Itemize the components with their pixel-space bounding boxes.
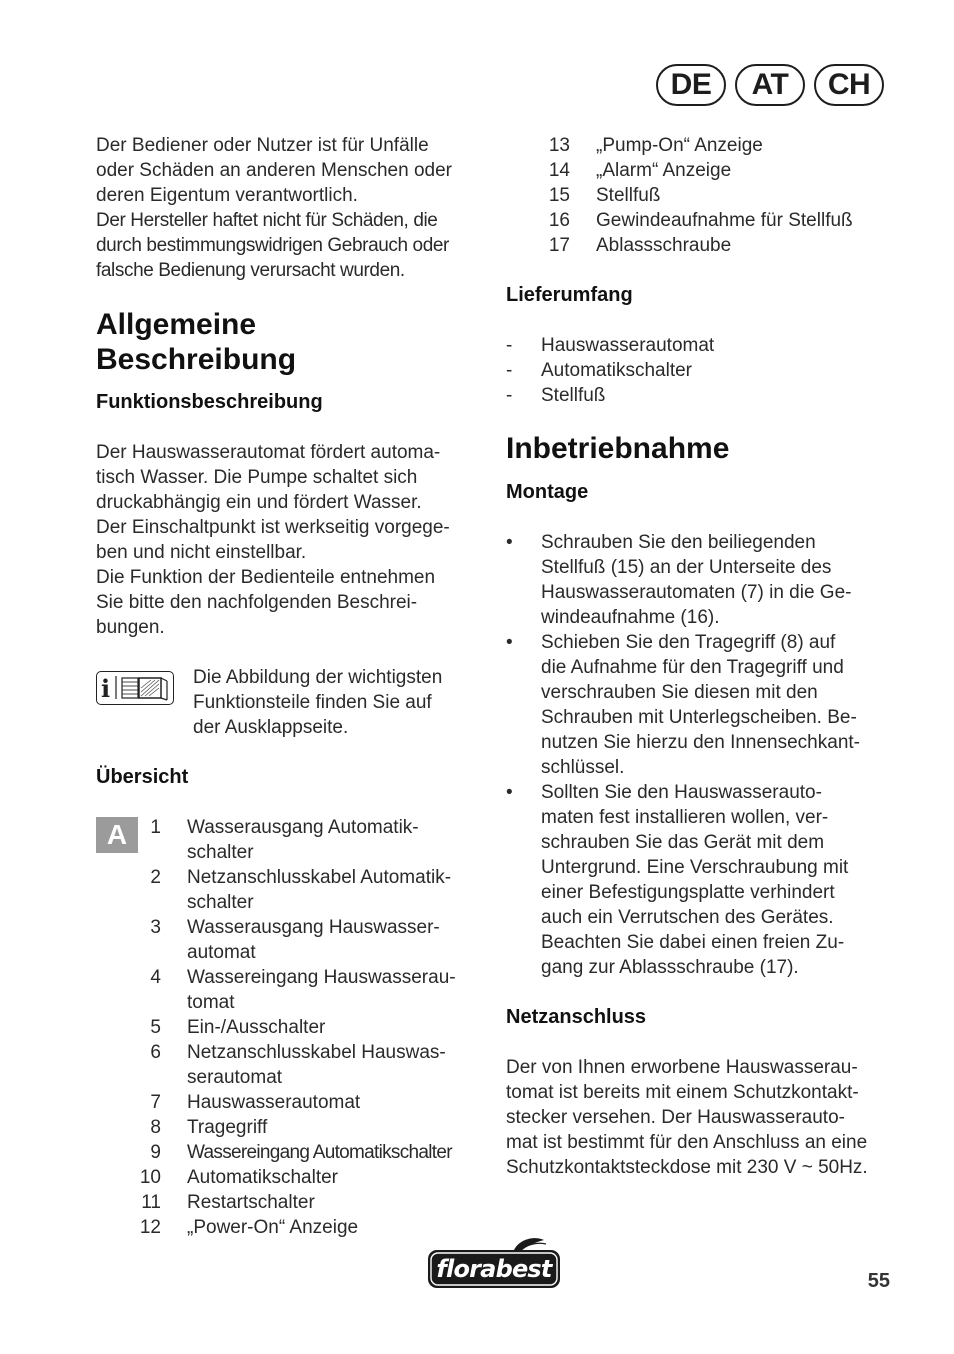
text-line: windeaufnahme (16). (541, 607, 720, 628)
region-badge-ch: CH (814, 64, 884, 106)
text-line: Schieben Sie den Tragegriff (8) auf (541, 632, 836, 653)
overview-item (96, 865, 488, 915)
overview-item (96, 1140, 488, 1165)
bullet-marker: • (506, 532, 513, 553)
item-text: Restartschalter (187, 1192, 315, 1213)
item-text: Gewindeaufnahme für Stellfuß (596, 210, 853, 231)
section-heading-commissioning: Inbetriebnahme (506, 432, 730, 465)
text-line: die Aufnahme für den Tragegriff und (541, 657, 844, 678)
info-note (96, 665, 488, 740)
text-line: Der Hauswasserautomat fördert automa- (96, 442, 441, 463)
text-line: Der von Ihnen erworbene Hauswasserau- (506, 1057, 858, 1078)
subheading-power-connection: Netzanschluss (506, 1006, 647, 1028)
item-text: Wasserausgang Hauswasser- (187, 917, 440, 938)
text-line: Die Funktion der Bedienteile entnehmen (96, 567, 436, 588)
text-line: Schrauben Sie den beiliegenden (541, 532, 816, 553)
overview-item (96, 1015, 488, 1040)
text-line: Schrauben mit Unterlegscheiben. Be- (541, 707, 857, 728)
text-line: Der Bediener oder Nutzer ist für Unfälle (96, 135, 429, 156)
text-line: ben und nicht einstellbar. (96, 542, 307, 563)
overview-item (96, 1115, 488, 1140)
item-text: Tragegriff (187, 1117, 268, 1138)
item-text: Stellfuß (596, 185, 661, 206)
overview-item (506, 208, 906, 233)
dash-marker: - (506, 385, 513, 406)
text-line: deren Eigentum verantwortlich. (96, 185, 358, 206)
subheading-overview: Übersicht (96, 766, 189, 788)
text-line: tisch Wasser. Die Pumpe schaltet sich (96, 467, 418, 488)
text-line: Der Einschaltpunkt ist werkseitig vorgege- (96, 517, 450, 538)
subheading-function: Funktionsbeschreibung (96, 391, 323, 413)
item-number: 9 (150, 1142, 161, 1163)
power-connection-text (506, 1055, 906, 1180)
item-number: 11 (141, 1192, 161, 1213)
item-number: 1 (150, 817, 161, 838)
liability-paragraph (96, 208, 488, 283)
assembly-steps (506, 530, 906, 980)
text-line: tomat ist bereits mit einem Schutzkontakt- (506, 1082, 859, 1103)
text-line: stecker versehen. Der Hauswasserauto- (506, 1107, 845, 1128)
text-line: Sollten Sie den Hauswasserauto- (541, 782, 822, 803)
heading-line: Allgemeine (96, 308, 257, 341)
section-heading-general (96, 307, 488, 377)
item-text: Ablassschraube (596, 235, 732, 256)
item-number: 3 (150, 917, 161, 938)
text-line: der Ausklappseite. (193, 717, 349, 738)
overview-block (96, 815, 488, 1240)
overview-item (96, 1190, 488, 1215)
text-line: durch bestimmungswidrigen Gebrauch oder (96, 235, 449, 256)
overview-item (96, 1040, 488, 1090)
item-text: schalter (187, 892, 254, 913)
item-number: 16 (548, 210, 570, 231)
item-text: Automatikschalter (541, 360, 693, 381)
item-number: 12 (139, 1217, 161, 1238)
item-text: „Pump-On“ Anzeige (596, 135, 763, 156)
text-line: einer Befestigungsplatte verhindert (541, 882, 835, 903)
text-line: verschrauben Sie diesen mit den (541, 682, 818, 703)
item-text: Automatikschalter (187, 1167, 339, 1188)
dash-marker: - (506, 360, 513, 381)
assembly-step (506, 780, 906, 980)
item-text: Ein-/Ausschalter (187, 1017, 326, 1038)
overview-item (506, 133, 906, 158)
text-line: auch ein Verrutschen des Gerätes. (541, 907, 834, 928)
text-line: schlüssel. (541, 757, 625, 778)
intro-paragraph (96, 133, 488, 208)
item-text: Stellfuß (541, 385, 606, 406)
item-text: Wassereingang Automatikschalter (187, 1142, 452, 1163)
overview-list-continued (506, 133, 906, 258)
item-text: serautomat (187, 1067, 283, 1088)
region-badge-at: AT (735, 64, 805, 106)
overview-item (506, 233, 906, 258)
item-text: Netzanschlusskabel Hauswas- (187, 1042, 446, 1063)
text-line: Hauswasserautomaten (7) in die Ge- (541, 582, 852, 603)
item-number: 7 (150, 1092, 161, 1113)
svg-text:i: i (101, 674, 111, 703)
overview-list (96, 815, 488, 1240)
item-number: 14 (548, 160, 570, 181)
item-text: Hauswasserautomat (187, 1092, 361, 1113)
item-text: Wassereingang Hauswasserau- (187, 967, 456, 988)
text-line: Funktionsteile finden Sie auf (193, 692, 432, 713)
scope-item (506, 333, 906, 358)
assembly-step (506, 630, 906, 780)
text-line: Schutzkontaktsteckdose mit 230 V ~ 50Hz. (506, 1157, 868, 1178)
text-line: bungen. (96, 617, 165, 638)
function-description (96, 440, 488, 640)
text-line: mat ist bestimmt für den Anschluss an eine (506, 1132, 868, 1153)
scope-list (506, 333, 906, 408)
text-line: Sie bitte den nachfolgenden Beschrei- (96, 592, 418, 613)
item-text: „Alarm“ Anzeige (596, 160, 732, 181)
assembly-step (506, 530, 906, 630)
item-number: 17 (548, 235, 570, 256)
bullet-marker: • (506, 632, 513, 653)
text-line: druckabhängig ein und fördert Wasser. (96, 492, 422, 513)
overview-item (96, 1165, 488, 1190)
brand-logo (426, 1236, 562, 1297)
region-badge-de: DE (656, 64, 726, 106)
item-text: schalter (187, 842, 254, 863)
right-column (506, 133, 906, 1180)
dash-marker: - (506, 335, 513, 356)
heading-line: Beschreibung (96, 343, 297, 376)
overview-item (96, 965, 488, 1015)
overview-item (506, 158, 906, 183)
item-number: 4 (150, 967, 161, 988)
text-line: Der Hersteller haftet nicht für Schäden, die (96, 210, 438, 231)
item-number: 2 (150, 867, 161, 888)
item-number: 15 (548, 185, 570, 206)
overview-item (96, 815, 488, 865)
overview-item (96, 915, 488, 965)
overview-item (506, 183, 906, 208)
subheading-scope-of-delivery: Lieferumfang (506, 284, 633, 306)
item-number: 10 (139, 1167, 161, 1188)
text-line: falsche Bedienung verursacht wurden. (96, 260, 405, 281)
text-line: oder Schäden an anderen Menschen oder (96, 160, 452, 181)
text-line: maten fest installieren wollen, ver- (541, 807, 829, 828)
item-text: Wasserausgang Automatik- (187, 817, 419, 838)
item-text: Hauswasserautomat (541, 335, 715, 356)
text-line: Untergrund. Eine Verschraubung mit (541, 857, 849, 878)
text-line: Beachten Sie dabei einen freien Zu- (541, 932, 845, 953)
info-note-text (193, 665, 493, 740)
region-badges (656, 64, 884, 106)
info-fold-out-icon (96, 671, 174, 705)
item-number: 13 (548, 135, 570, 156)
item-number: 8 (150, 1117, 161, 1138)
item-text: automat (187, 942, 256, 963)
subheading-assembly: Montage (506, 481, 589, 503)
text-line: nutzen Sie hierzu den Innensechkant- (541, 732, 860, 753)
figure-marker: A (96, 817, 138, 853)
scope-item (506, 383, 906, 408)
item-text: tomat (187, 992, 235, 1013)
overview-item (96, 1090, 488, 1115)
item-text: „Power-On“ Anzeige (187, 1217, 359, 1238)
scope-item (506, 358, 906, 383)
text-line: Stellfuß (15) an der Unterseite des (541, 557, 832, 578)
text-line: Die Abbildung der wichtigsten (193, 667, 443, 688)
item-text: Netzanschlusskabel Automatik- (187, 867, 452, 888)
text-line: gang zur Ablassschraube (17). (541, 957, 799, 978)
item-number: 6 (150, 1042, 161, 1063)
page-number: 55 (867, 1270, 890, 1292)
text-line: schrauben Sie das Gerät mit dem (541, 832, 825, 853)
bullet-marker: • (506, 782, 513, 803)
item-number: 5 (150, 1017, 161, 1038)
left-column (96, 133, 488, 1240)
brand-wordmark: florabest (436, 1255, 552, 1283)
